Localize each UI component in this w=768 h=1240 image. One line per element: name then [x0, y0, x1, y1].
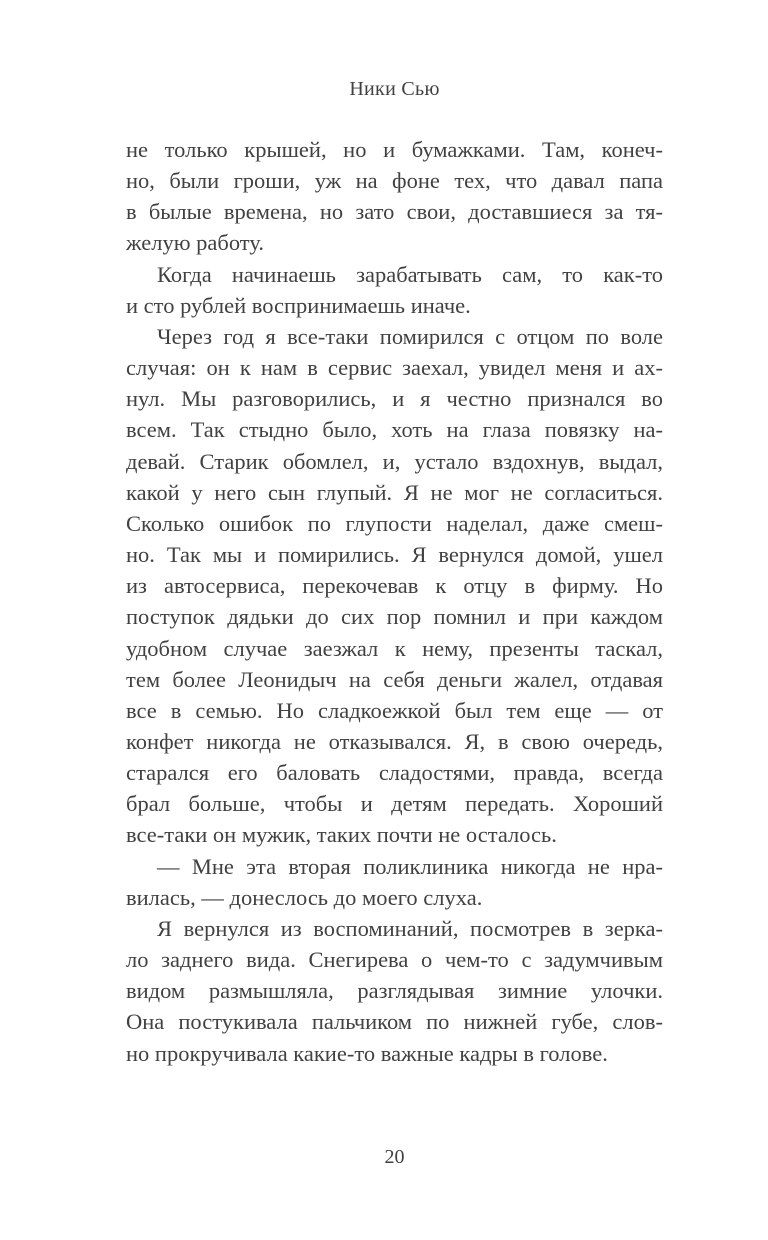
text-line: Я вернулся из воспоминаний, посмотрев в зерка-: [157, 915, 663, 941]
text-line: но, были гроши, уж на фоне тех, что давал папа: [126, 168, 663, 194]
text-line: но прокручивала какие-то важные кадры в голове.: [126, 1040, 608, 1066]
text-line: все-таки он мужик, таких почти не осталось.: [126, 822, 557, 848]
text-line: конфет никогда не отказывался. Я, в свою очередь,: [126, 728, 663, 754]
body-text: [126, 134, 663, 1069]
text-line: и сто рублей воспринимаешь иначе.: [126, 292, 471, 318]
page-number: 20: [384, 1146, 405, 1168]
text-line: брал больше, чтобы и детям передать. Хороший: [126, 791, 663, 817]
text-line: случая: он к нам в сервис заехал, увидел меня и ах-: [126, 355, 663, 381]
text-line: удобном случае заезжал к нему, презенты таскал,: [126, 635, 663, 661]
text-line: из автосервиса, перекочевав к отцу в фирму. Но: [126, 573, 663, 599]
text-line: не только крышей, но и бумажками. Там, конеч-: [126, 137, 663, 162]
text-line: всем. Так стыдно было, хоть на глаза повязку на-: [126, 417, 663, 443]
running-header: Ники Сью: [349, 78, 440, 100]
text-line: в былые времена, но зато свои, доставшиеся за тя-: [126, 199, 663, 225]
text-line: поступок дядьки до сих пор помнил и при каждом: [126, 604, 663, 630]
text-line: какой у него сын глупый. Я не мог не согласиться.: [126, 479, 663, 505]
text-line: желую работу.: [126, 230, 264, 256]
text-line: Через год я все-таки помирился с отцом по воле: [157, 323, 663, 349]
text-line: нул. Мы разговорились, и я честно признался во: [126, 386, 663, 412]
text-line: Сколько ошибок по глупости наделал, даже смеш-: [126, 510, 663, 536]
text-line: видом размышляла, разглядывая зимние улочки.: [126, 978, 663, 1004]
text-line: ло заднего вида. Снегирева о чем-то с задумчивым: [126, 947, 663, 973]
text-line: но. Так мы и помирились. Я вернулся домой, ушел: [126, 542, 663, 568]
text-line: вилась, — донеслось до моего слуха.: [126, 884, 483, 910]
text-line: все в семью. Но сладкоежкой был тем еще — от: [126, 697, 663, 723]
text-line: тем более Леонидыч на себя деньги жалел, отдавая: [126, 666, 663, 692]
text-line: старался его баловать сладостями, правда, всегда: [126, 760, 663, 786]
text-line: Она постукивала пальчиком по нижней губе, слов-: [126, 1009, 663, 1035]
text-line: Когда начинаешь зарабатывать сам, то как-то: [157, 261, 663, 287]
text-line: — Мне эта вторая поликлиника никогда не нра-: [157, 853, 663, 879]
text-line: девай. Старик обомлел, и, устало вздохнув, выдал,: [126, 448, 663, 474]
